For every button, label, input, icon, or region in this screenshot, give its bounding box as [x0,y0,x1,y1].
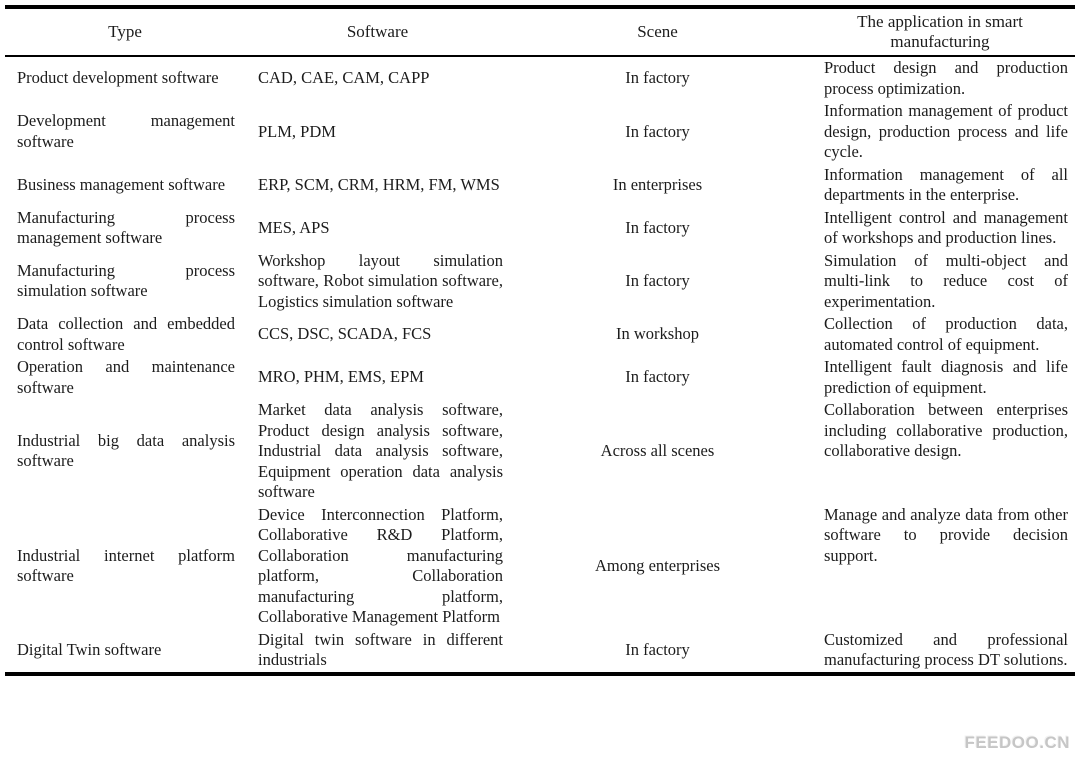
cell-software: CCS, DSC, SCADA, FCS [258,324,432,344]
col-header-application: The application in smart manufacturing [805,7,1075,56]
table-row [5,629,1075,674]
cell-scene: In workshop [616,324,699,344]
col-header-software: Software [245,7,510,56]
cell-application: Manage and analyze data from other software to provide decision support. [824,504,1068,565]
cell-application: Collection of production data, automated control of equipment. [824,314,1068,354]
header-row [5,7,1075,56]
cell-type: Operation and maintenance software [17,357,235,397]
cell-type: Business management software [17,174,226,194]
cell-software: MES, APS [258,217,330,237]
cell-type: Digital Twin software [17,639,162,659]
cell-type: Manufacturing process management software [17,207,235,247]
cell-scene: In factory [625,217,690,237]
cell-software: Workshop layout simulation software, Robot simulation software, Logistics simulation software [258,250,503,311]
cell-application: Customized and professional manufacturing process DT solutions. [824,629,1068,669]
cell-software: MRO, PHM, EMS, EPM [258,367,424,387]
table-row [5,207,1075,250]
cell-type: Industrial big data analysis software [17,430,235,471]
cell-application: Information management of product design, production process and life cycle. [824,101,1068,161]
cell-scene: In factory [625,367,690,387]
table-row [5,356,1075,399]
cell-software: CAD, CAE, CAM, CAPP [258,68,430,88]
cell-software: PLM, PDM [258,121,336,141]
table-row [5,56,1075,100]
cell-type: Product development software [17,68,219,88]
cell-scene: Across all scenes [600,441,715,460]
cell-application: Simulation of multi-object and multi-link to reduce cost of experimentation. [824,250,1068,311]
table-row [5,100,1075,164]
col-header-type: Type [5,7,245,56]
cell-software: Device Interconnection Platform, Collaborative R&D Platform, Collaboration manufacturing platform, Collaboration manufacturing platform, Collaborative Management Platform [258,504,503,626]
cell-type: Industrial internet platform software [17,545,235,585]
table-row [5,250,1075,314]
cell-application: Intelligent fault diagnosis and life prediction of equipment. [824,357,1068,397]
cell-type: Data collection and embedded control software [17,314,235,354]
cell-scene: In factory [625,121,690,141]
cell-type: Development management software [17,111,235,151]
cell-scene: In factory [625,68,690,88]
cell-software: Digital twin software in different industrials [258,629,503,669]
table-row [5,504,1075,629]
cell-application: Product design and production process optimization. [824,58,1068,98]
cell-type: Manufacturing process simulation software [17,260,235,301]
software-classification-table [5,5,1075,676]
cell-scene: Among enterprises [594,555,721,575]
watermark: FEEDOO.CN [964,733,1070,752]
cell-software: ERP, SCM, CRM, HRM, FM, WMS [258,174,500,194]
cell-scene: In factory [625,639,690,659]
cell-software: Market data analysis software, Product design analysis software, Industrial data analysis software, Equipment operation data analysis software [258,400,503,501]
table-row [5,164,1075,207]
table-row [5,313,1075,356]
cell-application: Information management of all departments in the enterprise. [824,164,1068,204]
cell-application: Collaboration between enterprises including collaborative production, collaborative design. [824,400,1068,460]
cell-scene: In enterprises [612,174,703,194]
table-row [5,399,1075,504]
cell-application: Intelligent control and management of workshops and production lines. [824,207,1068,247]
col-header-scene: Scene [510,7,805,56]
cell-scene: In factory [625,271,690,290]
